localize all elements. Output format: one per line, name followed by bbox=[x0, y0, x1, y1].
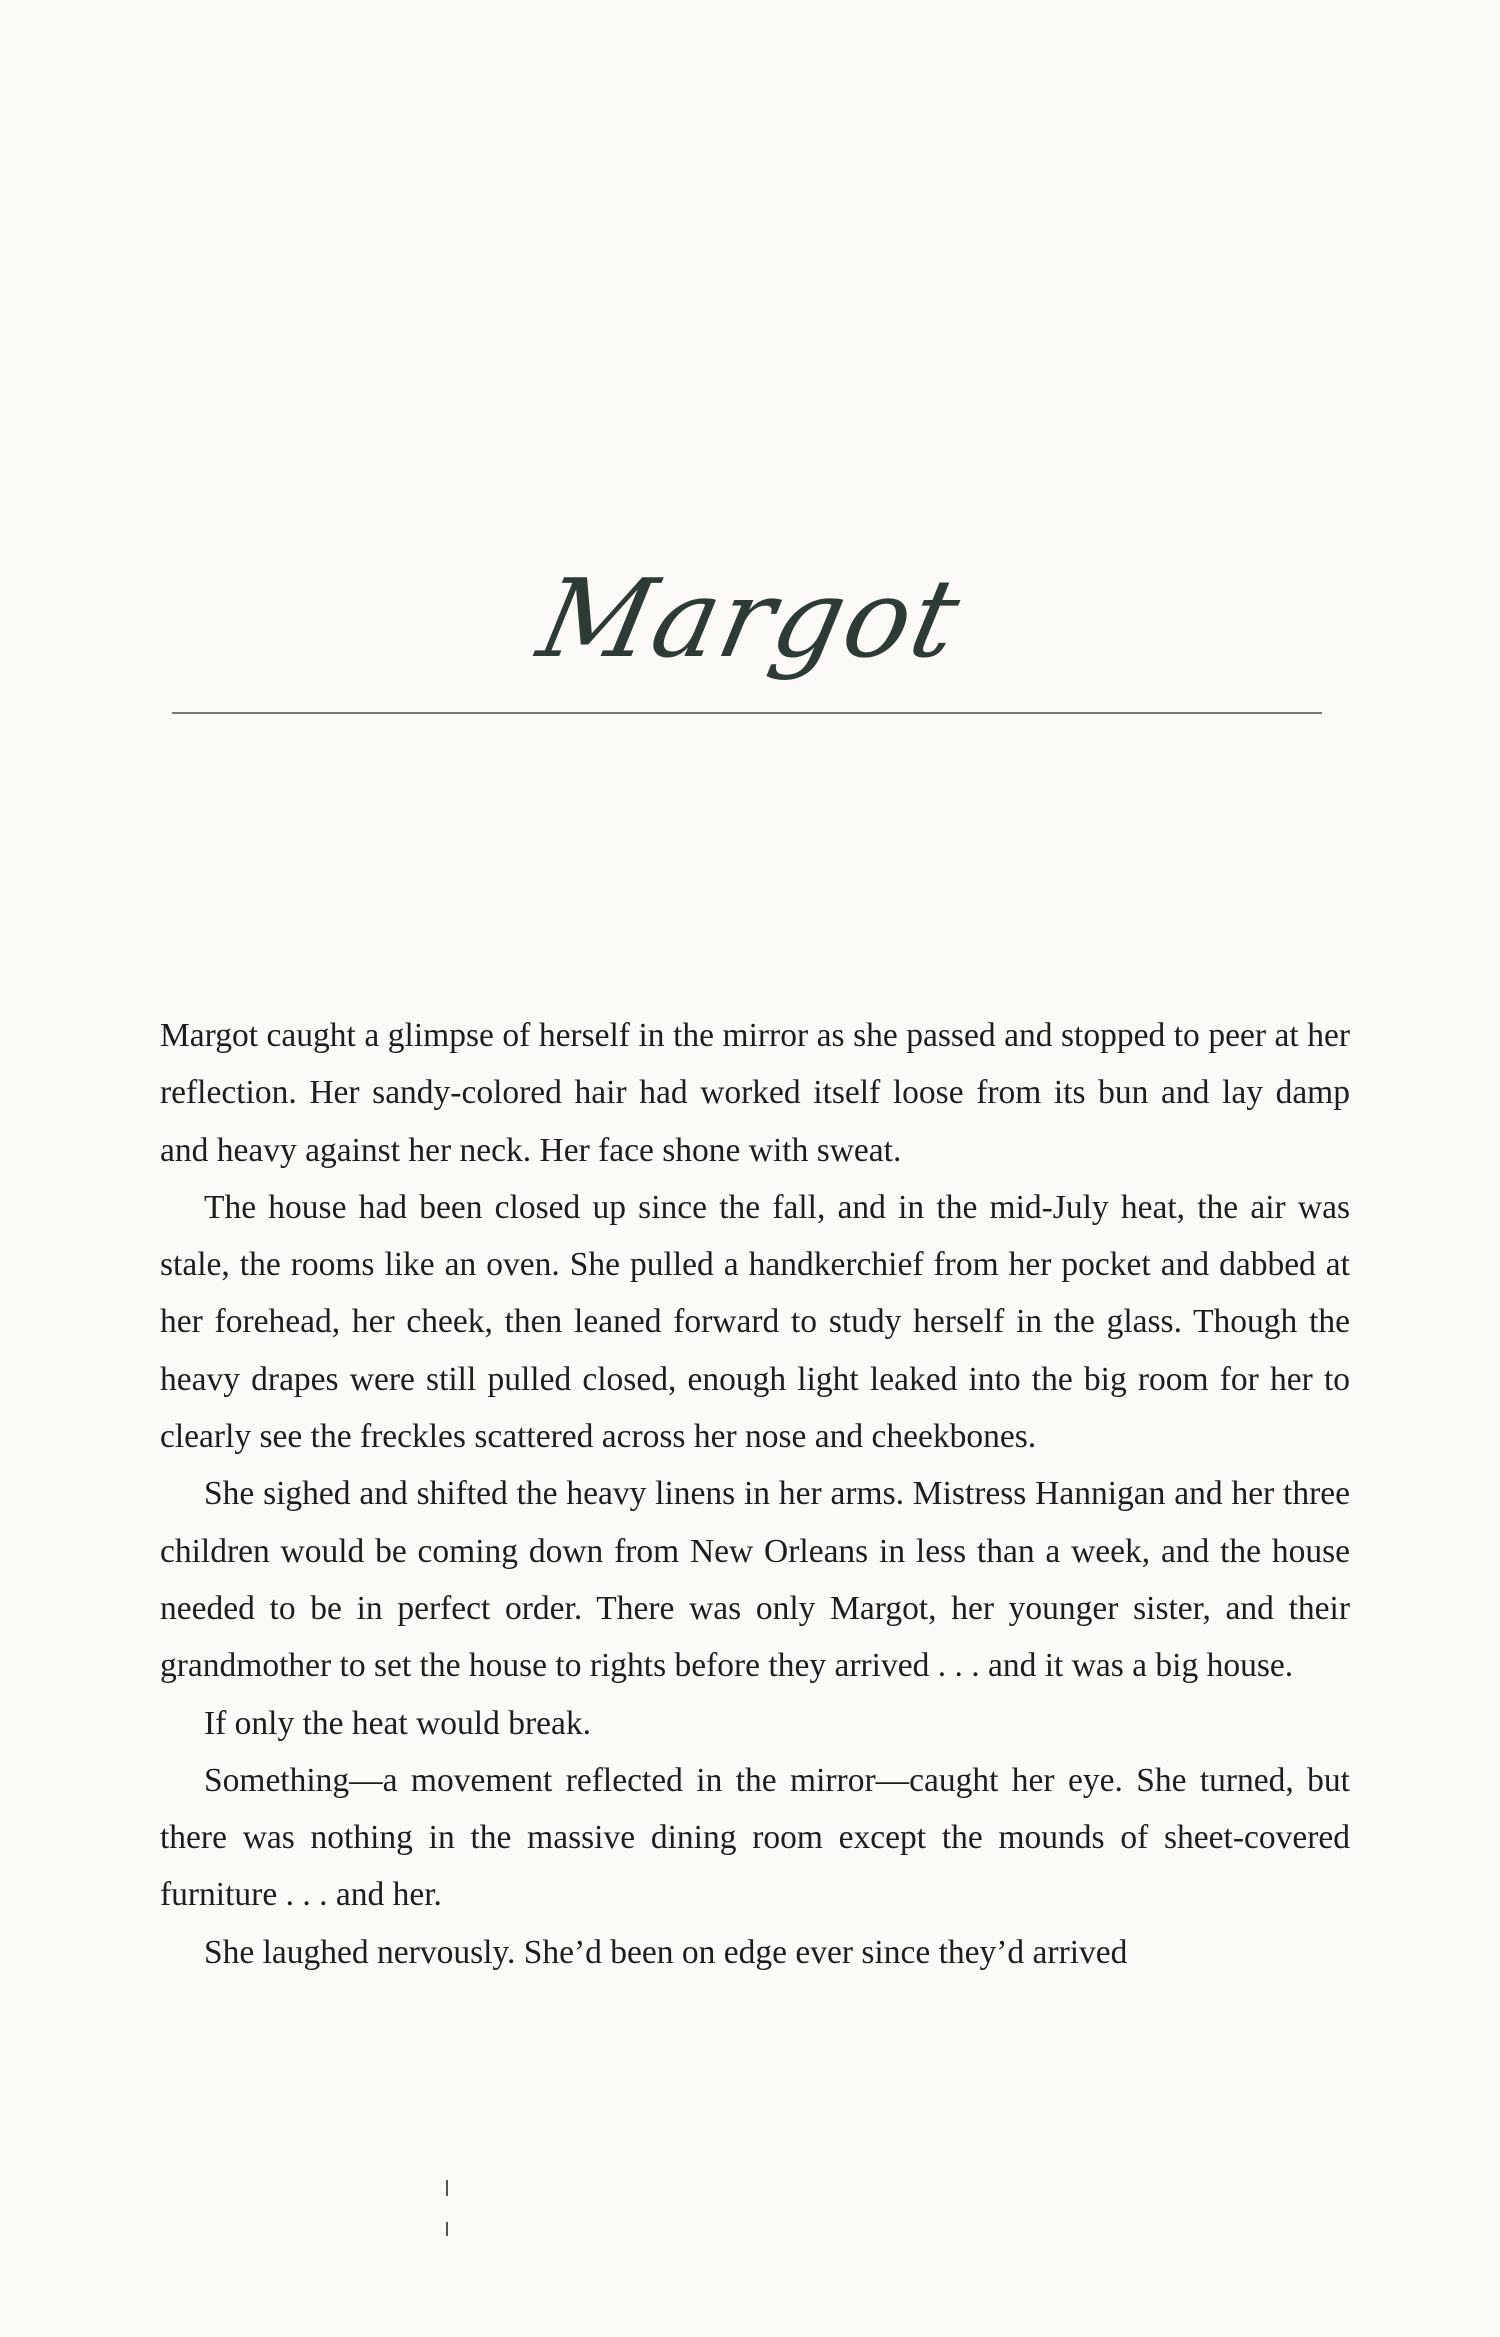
chapter-body bbox=[160, 1007, 1350, 1981]
paragraph: The house had been closed up since the fall, and in the mid-July heat, the air was stale, the rooms like an oven. She pulled a handkerchief from her pocket and dabbed at her forehead, her cheek, then leaned forward to study herself in the glass. Though the heavy drapes were still pulled closed, enough light leaked into the big room for her to clearly see the freckles scattered across her nose and cheekbones. bbox=[160, 1188, 1350, 1456]
paragraph: If only the heat would break. bbox=[204, 1704, 591, 1742]
paragraph: She sighed and shifted the heavy linens in her arms. Mistress Hannigan and her three children would be coming down from New Orleans in less than a week, and the house needed to be in perfect order. There was only Margot, her younger sister, and their grandmother to set the house to rights before they arrived . . . and it was a big house. bbox=[160, 1475, 1350, 1685]
scan-mark bbox=[446, 2180, 448, 2196]
scan-mark bbox=[446, 2222, 448, 2236]
paragraph: She laughed nervously. She’d been on edge ever since they’d arrived bbox=[204, 1933, 1128, 1971]
title-divider bbox=[172, 712, 1322, 714]
chapter-title: Margot bbox=[528, 557, 972, 682]
paragraph: Something—a movement reflected in the mirror—caught her eye. She turned, but there was nothing in the massive dining room except the mounds of sheet-covered furniture . . . and her. bbox=[160, 1761, 1350, 1914]
paragraph: Margot caught a glimpse of herself in the mirror as she passed and stopped to peer at her reflection. Her sandy-colored hair had worked itself loose from its bun and lay damp and heavy against her neck. Her face shone with sweat. bbox=[160, 1017, 1350, 1169]
